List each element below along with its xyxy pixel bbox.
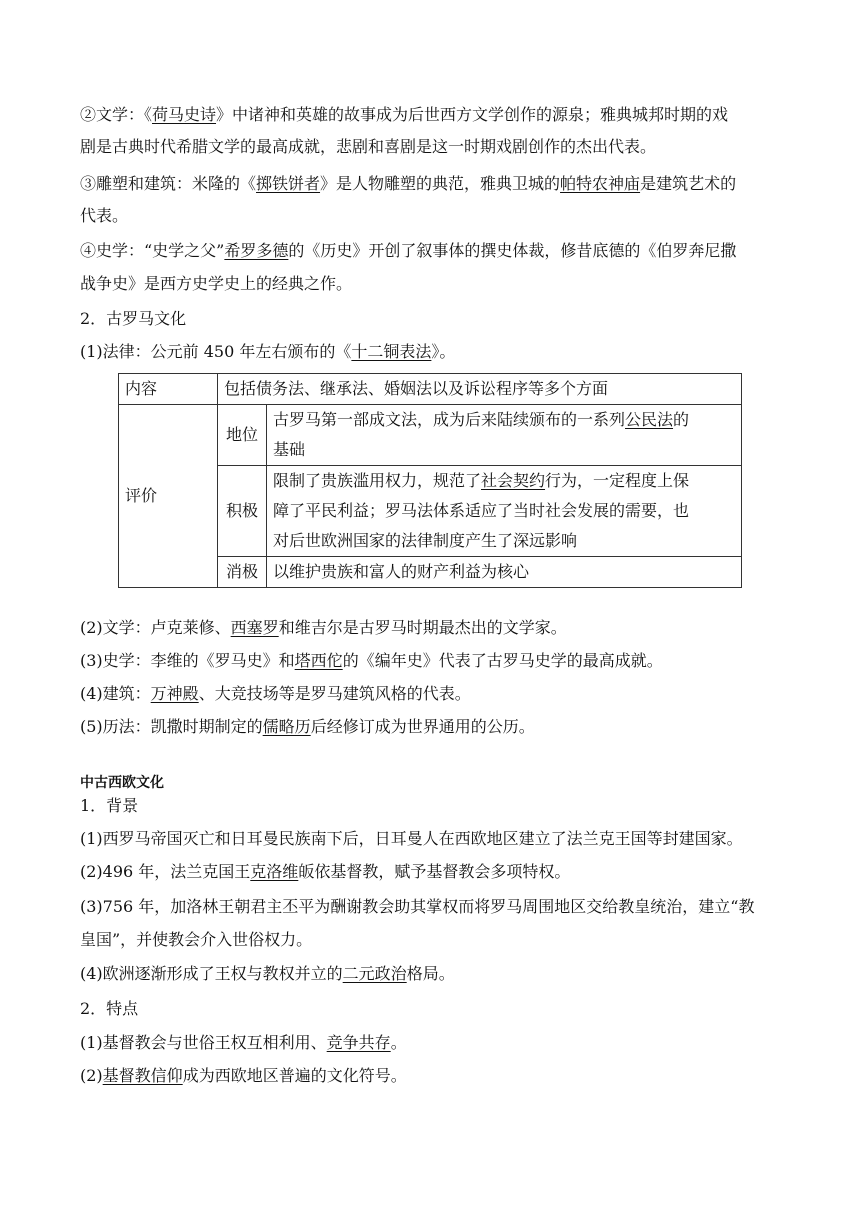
text: (4)欧洲逐渐形成了王权与教权并立的	[80, 964, 343, 983]
text: 古罗马第一部成文法，成为后来陆续颁布的一系列	[273, 410, 626, 429]
underlined-term: 基督教信仰	[102, 1066, 183, 1085]
text: ④史学：“史学之父”	[80, 241, 225, 260]
text: 》。	[431, 342, 456, 361]
text: 。	[390, 1033, 407, 1052]
underlined-term: 掷铁饼者	[256, 174, 321, 193]
underlined-term: 塔西佗	[294, 651, 343, 670]
negative-value: 以维护贵族和富人的财产利益为核心	[267, 557, 742, 588]
text: ②文学：《	[80, 105, 153, 124]
section-title: 中古西欧文化	[80, 775, 164, 791]
text: 对后世欧洲国家的法律制度产生了深远影响	[273, 531, 578, 550]
text: (5)历法：凯撒时期制定的	[80, 717, 263, 736]
negative-label: 消极	[218, 557, 267, 588]
table-row	[119, 374, 742, 405]
text: 皈依基督教，赋予基督教会多项特权。	[298, 862, 571, 881]
underlined-term: 克洛维	[250, 862, 299, 881]
rome-law-line	[80, 341, 455, 363]
rome-history-line	[80, 650, 663, 672]
background-heading: 1．背景	[80, 796, 139, 815]
rome-literature-line	[80, 617, 567, 639]
background-item-1: (1)西罗马帝国灭亡和日耳曼民族南下后，日耳曼人在西欧地区建立了法兰克王国等封建国家。	[80, 829, 743, 848]
positive-label: 积极	[218, 466, 267, 557]
text: (1)基督教会与世俗王权互相利用、	[80, 1033, 327, 1052]
rome-calendar-line	[80, 716, 535, 738]
rome-heading: 2．古罗马文化	[80, 309, 187, 328]
underlined-term: 竞争共存	[326, 1033, 391, 1052]
greek-history-line-2: 战争史》是西方史学史上的经典之作。	[80, 274, 353, 293]
text: 障了平民利益；罗马法体系适应了当时社会发展的需要，也	[273, 501, 690, 520]
text: 后经修订成为世界通用的公历。	[310, 717, 535, 736]
features-heading: 2．特点	[80, 999, 139, 1018]
background-item-4	[80, 963, 455, 985]
underlined-term: 荷马史诗	[152, 105, 217, 124]
text: 行为，一定程度上保	[545, 471, 690, 490]
underlined-term: 十二铜表法	[351, 342, 432, 361]
content-label: 内容	[119, 374, 218, 405]
greek-sculpture-line-1	[80, 173, 736, 195]
position-value	[267, 405, 742, 466]
text: 是建筑艺术的	[640, 174, 737, 193]
greek-sculpture-line-2: 代表。	[80, 206, 129, 225]
feature-item-2	[80, 1065, 407, 1087]
greek-history-line-1	[80, 240, 736, 262]
rome-architecture-line	[80, 683, 471, 705]
text: (1)法律：公元前 450 年左右颁布的《	[80, 342, 352, 361]
underlined-term: 帕特农神庙	[560, 174, 641, 193]
positive-value	[267, 466, 742, 557]
text: 的	[673, 410, 690, 429]
greek-literature-line-2: 剧是古典时代希腊文学的最高成就，悲剧和喜剧是这一时期戏剧创作的杰出代表。	[80, 137, 657, 156]
text: 基础	[273, 440, 306, 459]
text: ③雕塑和建筑：米隆的《	[80, 174, 257, 193]
text: 的《编年史》代表了古罗马史学的最高成就。	[342, 651, 663, 670]
underlined-term: 万神殿	[150, 684, 199, 703]
law-table	[118, 373, 742, 588]
text: (3)史学：李维的《罗马史》和	[80, 651, 295, 670]
text: 》中诸神和英雄的故事成为后世西方文学创作的源泉；雅典城邦时期的戏	[216, 105, 729, 124]
text: 、大竞技场等是罗马建筑风格的代表。	[198, 684, 471, 703]
content-value: 包括债务法、继承法、婚姻法以及诉讼程序等多个方面	[218, 374, 742, 405]
text: (2)	[80, 1066, 103, 1085]
feature-item-1	[80, 1032, 407, 1054]
position-label: 地位	[218, 405, 267, 466]
text: 成为西欧地区普遍的文化符号。	[182, 1066, 407, 1085]
text: (2)文学：卢克莱修、	[80, 618, 231, 637]
underlined-term: 二元政治	[342, 964, 407, 983]
text: 和维吉尔是古罗马时期最杰出的文学家。	[278, 618, 567, 637]
text: 的《历史》开创了叙事体的撰史体裁，修昔底德的《伯罗奔尼撒	[288, 241, 737, 260]
underlined-term: 公民法	[625, 410, 674, 429]
background-item-3-line-2: 皇国”，并使教会介入世俗权力。	[80, 930, 313, 949]
underlined-term: 儒略历	[262, 717, 311, 736]
background-item-2	[80, 861, 570, 883]
underlined-term: 希罗多德	[224, 241, 289, 260]
text: 》是人物雕塑的典范，雅典卫城的	[320, 174, 561, 193]
underlined-term: 社会契约	[481, 471, 546, 490]
text: 格局。	[406, 964, 455, 983]
text: 限制了贵族滥用权力，规范了	[273, 471, 482, 490]
text: (2)496 年，法兰克国王	[80, 862, 251, 881]
underlined-term: 西塞罗	[230, 618, 279, 637]
table-row	[119, 405, 742, 466]
evaluation-label: 评价	[119, 405, 218, 588]
background-item-3-line-1: (3)756 年，加洛林王朝君主丕平为酬谢教会助其掌权而将罗马周围地区交给教皇统治，建立“教	[80, 897, 755, 916]
text: (4)建筑：	[80, 684, 151, 703]
greek-literature-line-1	[80, 104, 728, 126]
